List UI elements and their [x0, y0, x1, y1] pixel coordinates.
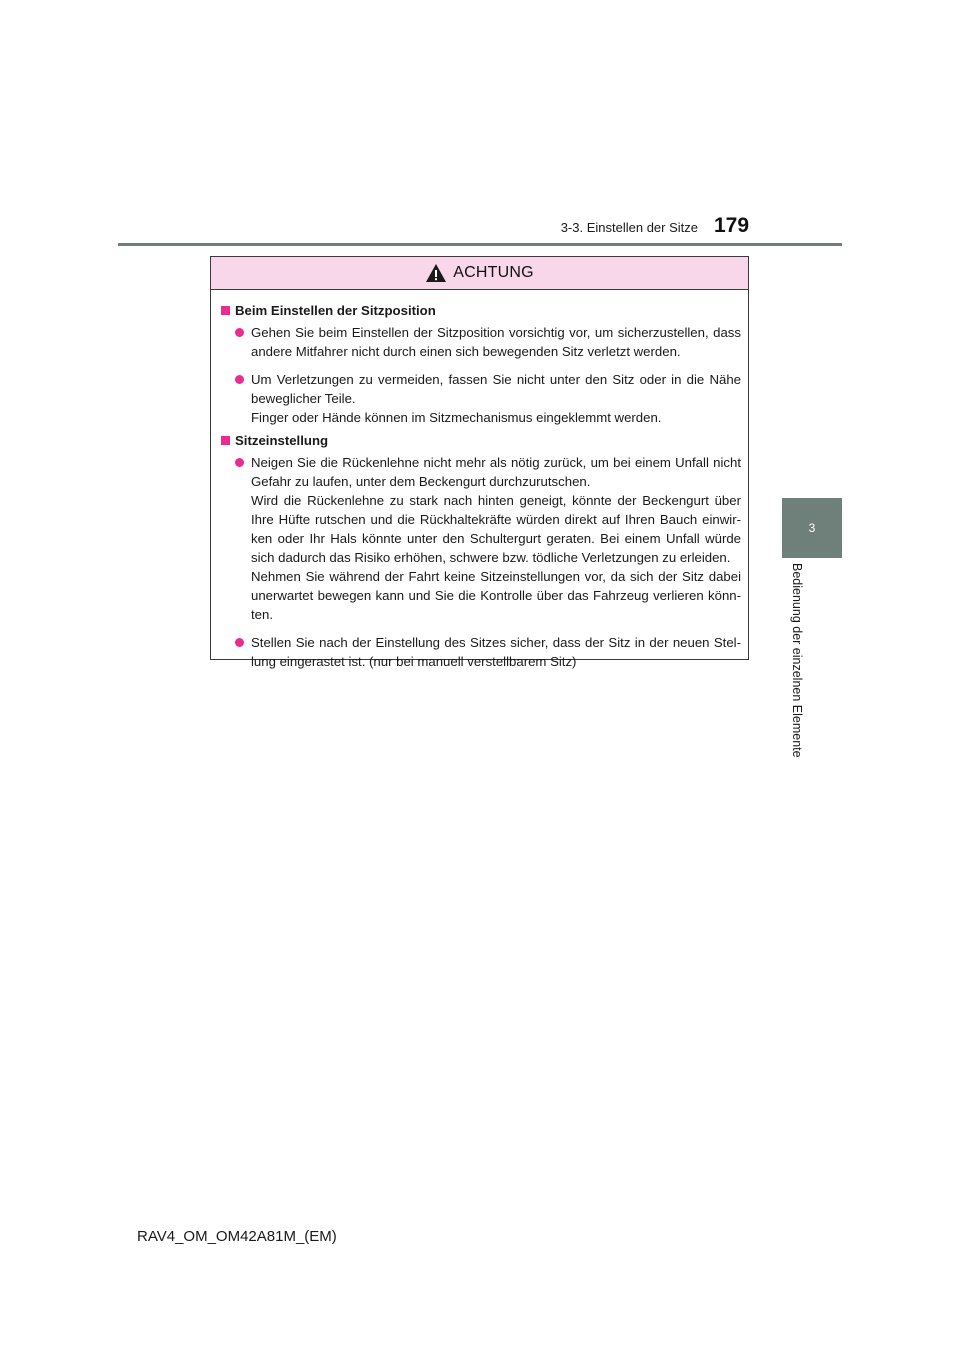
- list-item-text: [251, 453, 741, 624]
- round-bullet-icon: [235, 328, 244, 337]
- round-bullet-icon: [235, 638, 244, 647]
- paragraph: Um Verletzungen zu vermeiden, fassen Sie nicht unter den Sitz oder in die Nähe beweglicher Teile.: [251, 372, 741, 406]
- list-item: [233, 323, 741, 361]
- square-bullet-icon: [221, 436, 230, 445]
- warning-section-heading: [219, 301, 741, 320]
- square-bullet-icon: [221, 306, 230, 315]
- chapter-tab: [782, 498, 842, 558]
- list-item: [233, 633, 741, 671]
- round-bullet-icon: [235, 375, 244, 384]
- paragraph: Neigen Sie die Rückenlehne nicht mehr als nötig zurück, um bei einem Unfall nicht Gefahr zu laufen, unter dem Beckengurt durchzurutschen.: [251, 455, 741, 489]
- chapter-title: Bedienung der einzelnen Elemente: [790, 563, 804, 758]
- warning-body: [211, 290, 748, 671]
- header-rule: [118, 243, 842, 246]
- list-item-text: [251, 370, 741, 427]
- paragraph: Wird die Rückenlehne zu stark nach hinten geneigt, könnte der Beckengurt über Ihre Hüfte rutschen und die Rückhaltekräfte würden direkt auf Ihren Bauch einwir-ken oder Ihr Hals könnte unter den Schultergurt geraten. Bei einem Unfall würde sich dadurch das Risiko erhöhen, schwere bzw. tödliche Verletzungen zu erleiden.: [251, 493, 741, 565]
- paragraph: Nehmen Sie während der Fahrt keine Sitzeinstellungen vor, da sich der Sitz dabei unerwartet bewegen kann und Sie die Kontrolle über das Fahrzeug verlieren könn-ten.: [251, 569, 741, 622]
- paragraph: Gehen Sie beim Einstellen der Sitzposition vorsichtig vor, um sicherzustellen, dass andere Mitfahrer nicht durch einen sich bewegenden Sitz verletzt werden.: [251, 325, 741, 359]
- list-item-text: [251, 633, 741, 671]
- section-heading-text: Beim Einstellen der Sitzposition: [235, 303, 436, 318]
- warning-box: [210, 256, 749, 669]
- section-title: 3-3. Einstellen der Sitze: [560, 220, 698, 235]
- chapter-number: 3: [808, 521, 816, 535]
- list-item-text: [251, 323, 741, 361]
- warning-title: ACHTUNG: [453, 264, 534, 281]
- warning-triangle-icon: [425, 263, 447, 283]
- warning-header: [211, 257, 748, 290]
- list-item: [233, 370, 741, 427]
- warning-section-heading: [219, 431, 741, 450]
- document-code: RAV4_OM_OM42A81M_(EM): [137, 1228, 337, 1245]
- paragraph: Stellen Sie nach der Einstellung des Sitzes sicher, dass der Sitz in der neuen Stel-lung eingerastet ist. (nur bei manuell verstellbarem Sitz): [251, 635, 741, 669]
- paragraph: Finger oder Hände können im Sitzmechanismus eingeklemmt werden.: [251, 410, 662, 425]
- list-item: [233, 453, 741, 624]
- warning-item-list: [219, 453, 741, 671]
- warning-item-list: [219, 323, 741, 427]
- section-heading-text: Sitzeinstellung: [235, 433, 329, 448]
- round-bullet-icon: [235, 458, 244, 467]
- page-number: 179: [714, 214, 750, 237]
